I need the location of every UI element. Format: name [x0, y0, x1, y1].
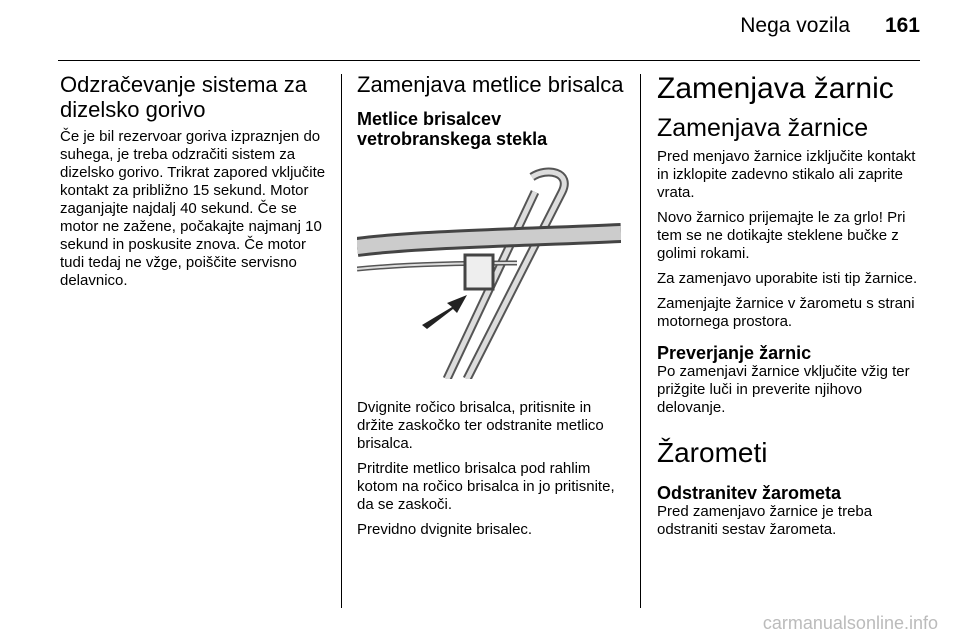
paragraph: Pred zamenjavo žarnice je treba odstraniti sestav žarometa.	[657, 503, 873, 538]
column-diesel-bleeding	[60, 72, 330, 297]
paragraph: Zamenjajte žarnice v žarometu s strani motornega prostora.	[657, 295, 915, 330]
column-wiper-blade	[357, 72, 627, 546]
section-heading: Odzračevanje sistema za dizelsko gorivo	[60, 72, 307, 122]
wiper-figure-svg	[357, 167, 621, 379]
paragraph: Previdno dvignite brisalec.	[357, 521, 533, 538]
subsection-heading: Zamenjava žarnice	[657, 114, 869, 142]
column-bulb-replacement	[657, 72, 927, 546]
paragraph: Pred menjavo žarnice izključite kontakt in izklopite zadevno stikalo ali zaprite vrata.	[657, 148, 916, 201]
subsection-heading: Metlice brisalcev vetrobranskega stekla	[357, 109, 548, 149]
arrow-pointer-icon	[422, 295, 467, 329]
section-heading: Zamenjava metlice brisalca	[357, 72, 624, 97]
column-divider	[640, 74, 641, 608]
section-heading: Žarometi	[657, 437, 768, 468]
section-heading: Zamenjava žarnic	[657, 72, 894, 105]
subsection-heading: Preverjanje žarnic	[657, 343, 812, 363]
wiper-clip-illustration	[357, 167, 621, 379]
paragraph: Novo žarnico prijemajte le za grlo! Pri tem se ne dotikajte steklene bučke z golimi rokami.	[657, 209, 906, 262]
paragraph: Pritrdite metlico brisalca pod rahlim kotom na ročico brisalca in jo pritisnite, da se zaskoči.	[357, 460, 615, 513]
page-header-title: Nega vozila	[740, 14, 850, 37]
header-divider	[58, 60, 920, 61]
paragraph: Po zamenjavi žarnice vključite vžig ter prižgite luči in preverite njihovo delovanje.	[657, 363, 910, 416]
paragraph: Dvignite ročico brisalca, pritisnite in držite zaskočko ter odstranite metlico brisalca.	[357, 399, 604, 452]
paragraph: Za zamenjavo uporabite isti tip žarnice.	[657, 270, 918, 287]
subsection-heading: Odstranitev žarometa	[657, 483, 842, 503]
column-divider	[341, 74, 342, 608]
page-number: 161	[884, 14, 920, 37]
watermark: carmanualsonline.info	[762, 613, 938, 633]
paragraph: Če je bil rezervoar goriva izpraznjen do suhega, je treba odzračiti sistem za dizelsko gorivo. Trikrat zapored vključite kontakt za približno 15 sekund. Motor zaganjajte najdalj 40 sekund. Če se motor ne zažene, počakajte najmanj 10 sekund in poskusite znova. Če motor tudi tedaj ne vžge, poiščite servisno delavnico.	[60, 128, 326, 289]
